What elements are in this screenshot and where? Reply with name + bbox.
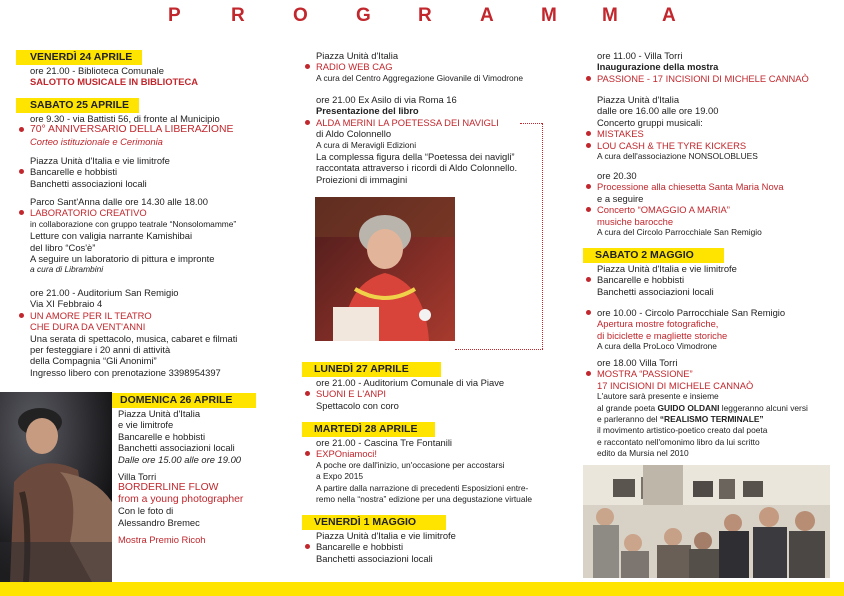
event-desc: A poche ore dall'inizio, un'occasione per accostarsi [316,459,505,470]
title-letter: A [480,5,494,26]
event-sabato-25 [16,98,286,147]
title-letter: M [541,5,557,26]
event-desc: il movimento artistico-poetico creato dal poeta [597,425,768,436]
event-credit: A cura del Centro Aggregazione Giovanile di Vimodrone [316,72,524,83]
event-item: Bancarelle e hobbisti [583,274,838,285]
event-desc: Ingresso libero con prenotazione 3398954397 [30,366,221,378]
event-location: Via XI Febbraio 4 [30,298,103,310]
event-item: Bancarelle e hobbisti [118,430,206,442]
title-letter: P [168,5,181,26]
event-desc [583,414,838,425]
event-time: ore 21.00 - Auditorium Comunale di via Piave [316,377,505,388]
event-location: Piazza Unità d'Italia e vie limitrofe [316,530,456,541]
event-credit: A cura dell'associazione NONSOLOBLUES [597,151,758,162]
event-desc: raccontata attraverso i ricordi di Aldo Colonnello. [316,162,518,174]
event-title: Processione alla chiesetta Santa Maria Nova [583,181,838,192]
dotted-connector [455,349,543,350]
event-time: ore 20.30 [597,170,637,181]
event-credit: a cura di Librambini [30,264,104,275]
event-title: PASSIONE - 17 INCISIONI DI MICHELE CANNAÒ [583,73,838,84]
event-title: UN AMORE PER IL TEATRO [16,310,286,321]
event-desc: e a seguire [597,192,644,204]
event-time: ore 21.00 - Cascina Tre Fontanili [316,437,453,448]
event-subtitle: Corteo istituzionale e Cerimonia [30,135,163,147]
event-desc: in collaborazione con gruppo teatrale “Nonsolomamme” [30,218,237,229]
event-lunedi-27 [302,362,572,411]
dotted-connector [542,123,543,349]
event-location: Piazza Unità d'Italia [118,408,201,419]
event-item: Banchetti associazioni locali [597,285,714,297]
event-title: MISTAKES [583,128,838,139]
page-title [0,5,844,34]
event-time: ore 11.00 - Villa Torri [597,50,683,61]
event-desc: L'autore sarà presente e insieme [597,391,719,402]
event-title: musiche barocche [597,215,674,227]
event-title: SALOTTO MUSICALE IN BIBLIOTECA [30,76,199,88]
event-desc: della Compagnia “Gli Anonimi” [30,355,157,367]
title-letter: A [662,5,676,26]
event-alda-merini [302,94,572,185]
event-villa-torri [583,50,838,84]
poet-name: GUIDO OLDANI [657,402,720,413]
event-time: ore 9.30 - via Battisti 56, di fronte al Municipio [30,113,220,124]
event-martedi-28 [302,422,572,505]
event-title: MOSTRA “PASSIONE” [583,368,838,379]
day-header: DOMENICA 26 APRILE [112,393,256,408]
event-item: Bancarelle e hobbisti [16,166,286,177]
event-desc: Con le foto di [118,505,174,517]
event-location: Villa Torri [118,471,157,483]
event-time: ore 10.00 - Circolo Parrocchiale San Remigio [583,307,838,318]
event-time: ore 21.00 Ex Asilo di via Roma 16 [316,94,457,105]
event-author: di Aldo Colonnello [316,128,392,140]
event-mostre [583,307,838,353]
event-title: BORDERLINE FLOW [118,482,219,494]
event-title: RADIO WEB CAG [302,61,572,72]
event-time: ore 21.00 - Biblioteca Comunale [30,65,164,76]
event-desc: A seguire un laboratorio di pittura e impronte [30,253,215,265]
day-header: LUNEDÌ 27 APRILE [302,362,441,377]
event-title: 17 INCISIONI DI MICHELE CANNAÒ [597,379,754,391]
desc-part: e parleranno del [597,414,660,425]
event-desc: a Expo 2015 [316,471,364,482]
event-credit: A cura del Circolo Parrocchiale San Remigio [597,227,762,238]
event-auditorium [16,287,286,378]
event-item: Bancarelle e hobbisti [302,541,572,552]
desc-part: leggeranno alcuni versi [719,402,808,413]
event-item: Banchetti associazioni locali [316,552,433,564]
event-desc [583,403,838,414]
title-letter: O [293,5,308,26]
desc-part: al grande poeta [597,402,658,413]
event-title: from a young photographer [118,493,244,505]
event-venerdi-1 [302,515,572,564]
event-title: LABORATORIO CREATIVO [16,207,286,218]
event-desc: e raccontato nell'omonimo libro da lui scritto [597,436,760,447]
event-hours: Dalle ore 15.00 alle ore 19.00 [118,453,242,465]
event-title: LOU CASH & THE TYRE KICKERS [583,140,838,151]
day-header: SABATO 25 APRILE [16,98,139,113]
event-piazza-25 [16,155,286,189]
event-item: Banchetti associazioni locali [30,177,147,189]
event-credit: A cura della ProLoco Vimodrone [597,341,717,352]
event-concerto [583,94,838,162]
event-desc: remo nella “nostra” edizione per una degustazione virtuale [316,494,533,505]
event-title: Concerto “OMAGGIO A MARIA” [583,204,838,215]
event-desc: A partire dalla narrazione di precedenti Esposizioni entre- [316,482,529,493]
event-title: di biciclette e magliette storiche [597,329,728,341]
event-venerdi-24 [16,50,286,88]
event-desc: edito da Mursia nel 2010 [597,448,689,459]
event-subtitle: Presentazione del libro [316,105,419,117]
gallery-photo [583,465,830,578]
dotted-connector [520,123,542,124]
event-processione [583,170,838,238]
event-location: Piazza Unità d'Italia [597,94,680,105]
alda-merini-photo [315,197,455,341]
event-credit: A cura di Meravigli Edizioni [316,139,417,150]
event-title: 70° ANNIVERSARIO DELLA LIBERAZIONE [16,124,286,135]
event-desc: Spettacolo con coro [316,399,399,411]
day-header: VENERDÌ 1 MAGGIO [302,515,446,530]
event-desc: Letture con valigia narrante Kamishibai [30,230,193,242]
event-desc: Alessandro Bremec [118,516,200,528]
singer-photo [0,392,112,582]
day-header: MARTEDÌ 28 APRILE [302,422,435,437]
event-location: e vie limitrofe [118,419,174,431]
event-location: Piazza Unità d'Italia [316,50,399,61]
event-location: Piazza Unità d'Italia e vie limitrofe [30,155,170,166]
event-desc: Una serata di spettacolo, musica, cabaret e filmati [30,332,238,344]
event-domenica-26 [112,393,286,545]
event-desc: per festeggiare i 20 anni di attività [30,344,171,356]
event-title: Apertura mostre fotografiche, [597,318,719,330]
event-title: SUONI E L'ANPI [302,388,572,399]
title-letter: M [602,5,618,26]
day-header: VENERDÌ 24 APRILE [16,50,142,65]
day-header: SABATO 2 MAGGIO [583,248,724,263]
event-location: Parco Sant'Anna dalle ore 14.30 alle 18.00 [30,196,208,207]
event-desc: Concerto gruppi musicali: [597,116,703,128]
movement-name: “REALISMO TERMINALE” [659,414,764,425]
event-radio [302,50,572,84]
event-parco [16,196,286,276]
title-letter: R [231,5,245,26]
event-sabato-2 [583,248,838,297]
event-title: CHE DURA DA VENT'ANNI [30,321,146,333]
event-location: Piazza Unità d'Italia e vie limitrofe [597,263,737,274]
event-hours: dalle ore 16.00 alle ore 19.00 [597,105,719,117]
event-desc: La complessa figura della “Poetessa dei navigli” [316,151,515,163]
event-desc: del libro “Cos'è” [30,241,96,253]
event-title: EXPOniamoci! [302,448,572,459]
event-title: ALDA MERINI LA POETESSA DEI NAVIGLI [302,117,572,128]
event-time: ore 21.00 - Auditorium San Remigio [30,287,179,298]
event-mostra-passione [583,357,838,460]
event-item: Banchetti associazioni locali [118,442,235,454]
title-letter: R [418,5,432,26]
title-letter: G [356,5,371,26]
event-time: ore 18.00 Villa Torri [597,357,678,368]
bottom-band [0,582,844,596]
event-desc: Proiezioni di immagini [316,173,408,185]
event-credit: Mostra Premio Ricoh [118,534,206,546]
event-subtitle: Inaugurazione della mostra [597,61,719,73]
